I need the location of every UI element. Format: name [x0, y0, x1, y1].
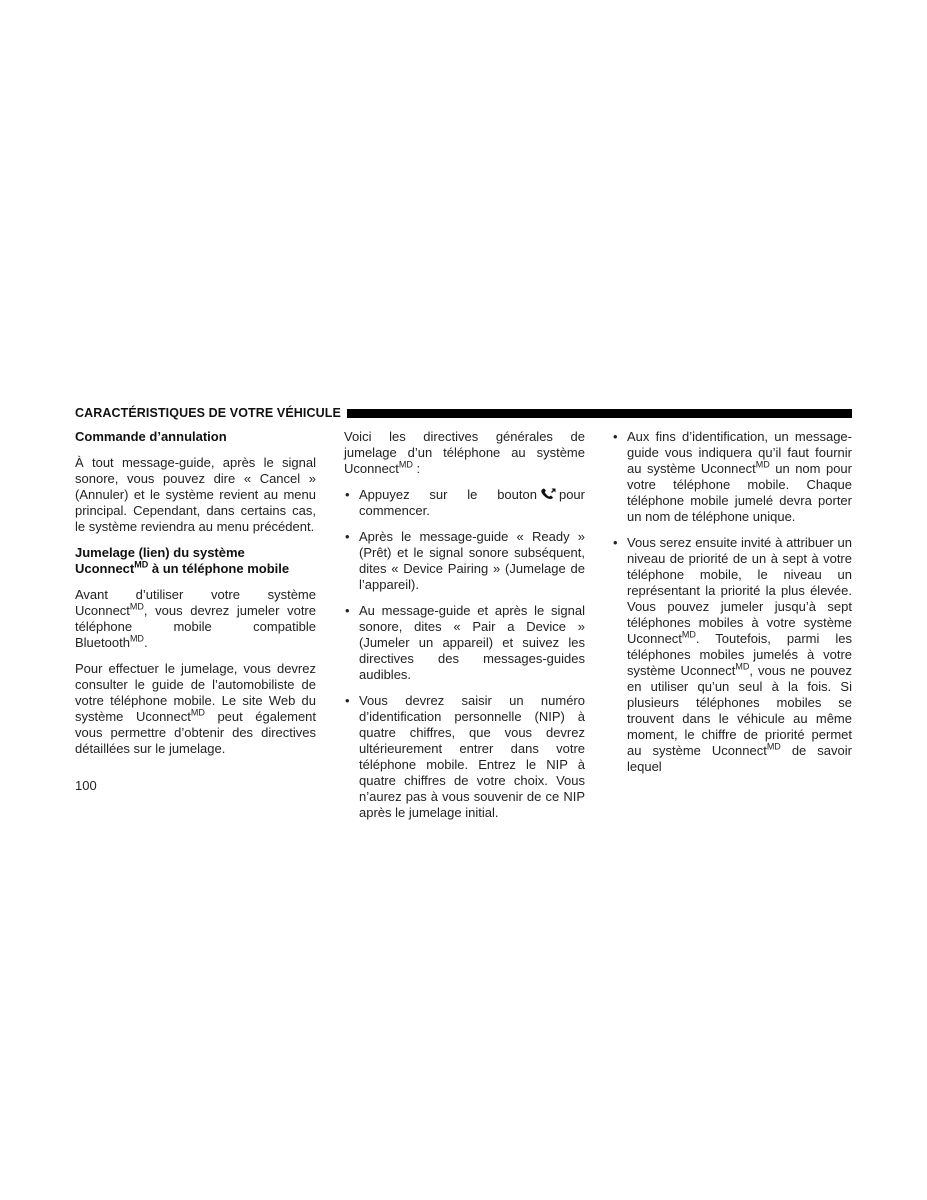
list-item: • Après le message-guide « Ready » (Prêt) et le signal sonore subséquent, dites « Device Pairing » (Jumelage de l’appareil). — [344, 529, 585, 593]
list-item: • Vous serez ensuite invité à attribuer un niveau de priorité de un à sept à votre téléphone mobile, le niveau un représentant la priorité la plus élevée. Vous pouvez jumeler jusqu’à sept téléphones mobiles à votre système Uconnect$^{MD}$. Toutefois, parmi les téléphones mobiles jumelés à votre système Uconnect$^{MD}$, vous ne pouvez en utiliser qu’un seul à la fois. Si plusieurs téléphones mobiles se trouvent dans le véhicule au même moment, le chiffre de priorité permet au système Uconnect$^{MD}$ de savoir lequel — [612, 535, 852, 775]
bullet-list-steps-continued — [612, 429, 852, 775]
header-rule — [347, 409, 852, 418]
paragraph-cancel: À tout message-guide, après le signal sonore, vous pouvez dire « Cancel » (Annuler) et le système revient au menu principal. Cependant, dans certains cas, le système reviendra au menu précédent. — [75, 455, 316, 534]
list-item: • Vous devrez saisir un numéro d’identification personnelle (NIP) à quatre chiffres, que vous devrez ultérieurement entrer dans votre téléphone mobile. Entrez le NIP à quatre chiffres de votre choix. Vous n’aurez pas à vous souvenir de ce NIP après le jumelage initial. — [344, 693, 585, 821]
phone-icon — [540, 488, 556, 500]
paragraph-before-use: Avant d’utiliser votre système Uconnect$^{MD}$, vous devrez jumeler votre téléphone mobile compatible Bluetooth$^{MD}$. — [75, 587, 316, 650]
list-item: • Aux fins d’identification, un message-guide vous indiquera qu’il faut fournir au système Uconnect$^{MD}$ un nom pour votre téléphone mobile. Chaque téléphone mobile jumelé devra porter un nom de téléphone unique. — [612, 429, 852, 525]
paragraph-intro: Voici les directives générales de jumelage d’un téléphone au système Uconnect$^{MD}$ : — [344, 429, 585, 476]
list-item: • Au message-guide et après le signal sonore, dites « Pair a Device » (Jumeler un appareil) et suivez les directives des messages-guides audibles. — [344, 603, 585, 683]
bullet-list-steps — [344, 487, 585, 821]
section-header — [75, 405, 852, 421]
section-title: CARACTÉRISTIQUES DE VOTRE VÉHICULE — [75, 406, 341, 420]
heading-pairing: Jumelage (lien) du système Uconnect$^{MD}$ à un téléphone mobile — [75, 545, 290, 576]
column-middle — [344, 429, 585, 831]
column-left — [75, 429, 316, 767]
paragraph-pairing-guide: Pour effectuer le jumelage, vous devrez consulter le guide de l’automobiliste de votre téléphone mobile. Le site Web du système Uconnect$^{MD}$ peut également vous permettre d’obtenir des directives détaillées sur le jumelage. — [75, 661, 317, 756]
column-right — [612, 429, 852, 785]
page-number: 100 — [75, 778, 97, 793]
heading-cancel-command: Commande d’annulation — [75, 429, 227, 444]
list-item: • Appuyez sur le bouton pour commencer. — [344, 487, 585, 519]
